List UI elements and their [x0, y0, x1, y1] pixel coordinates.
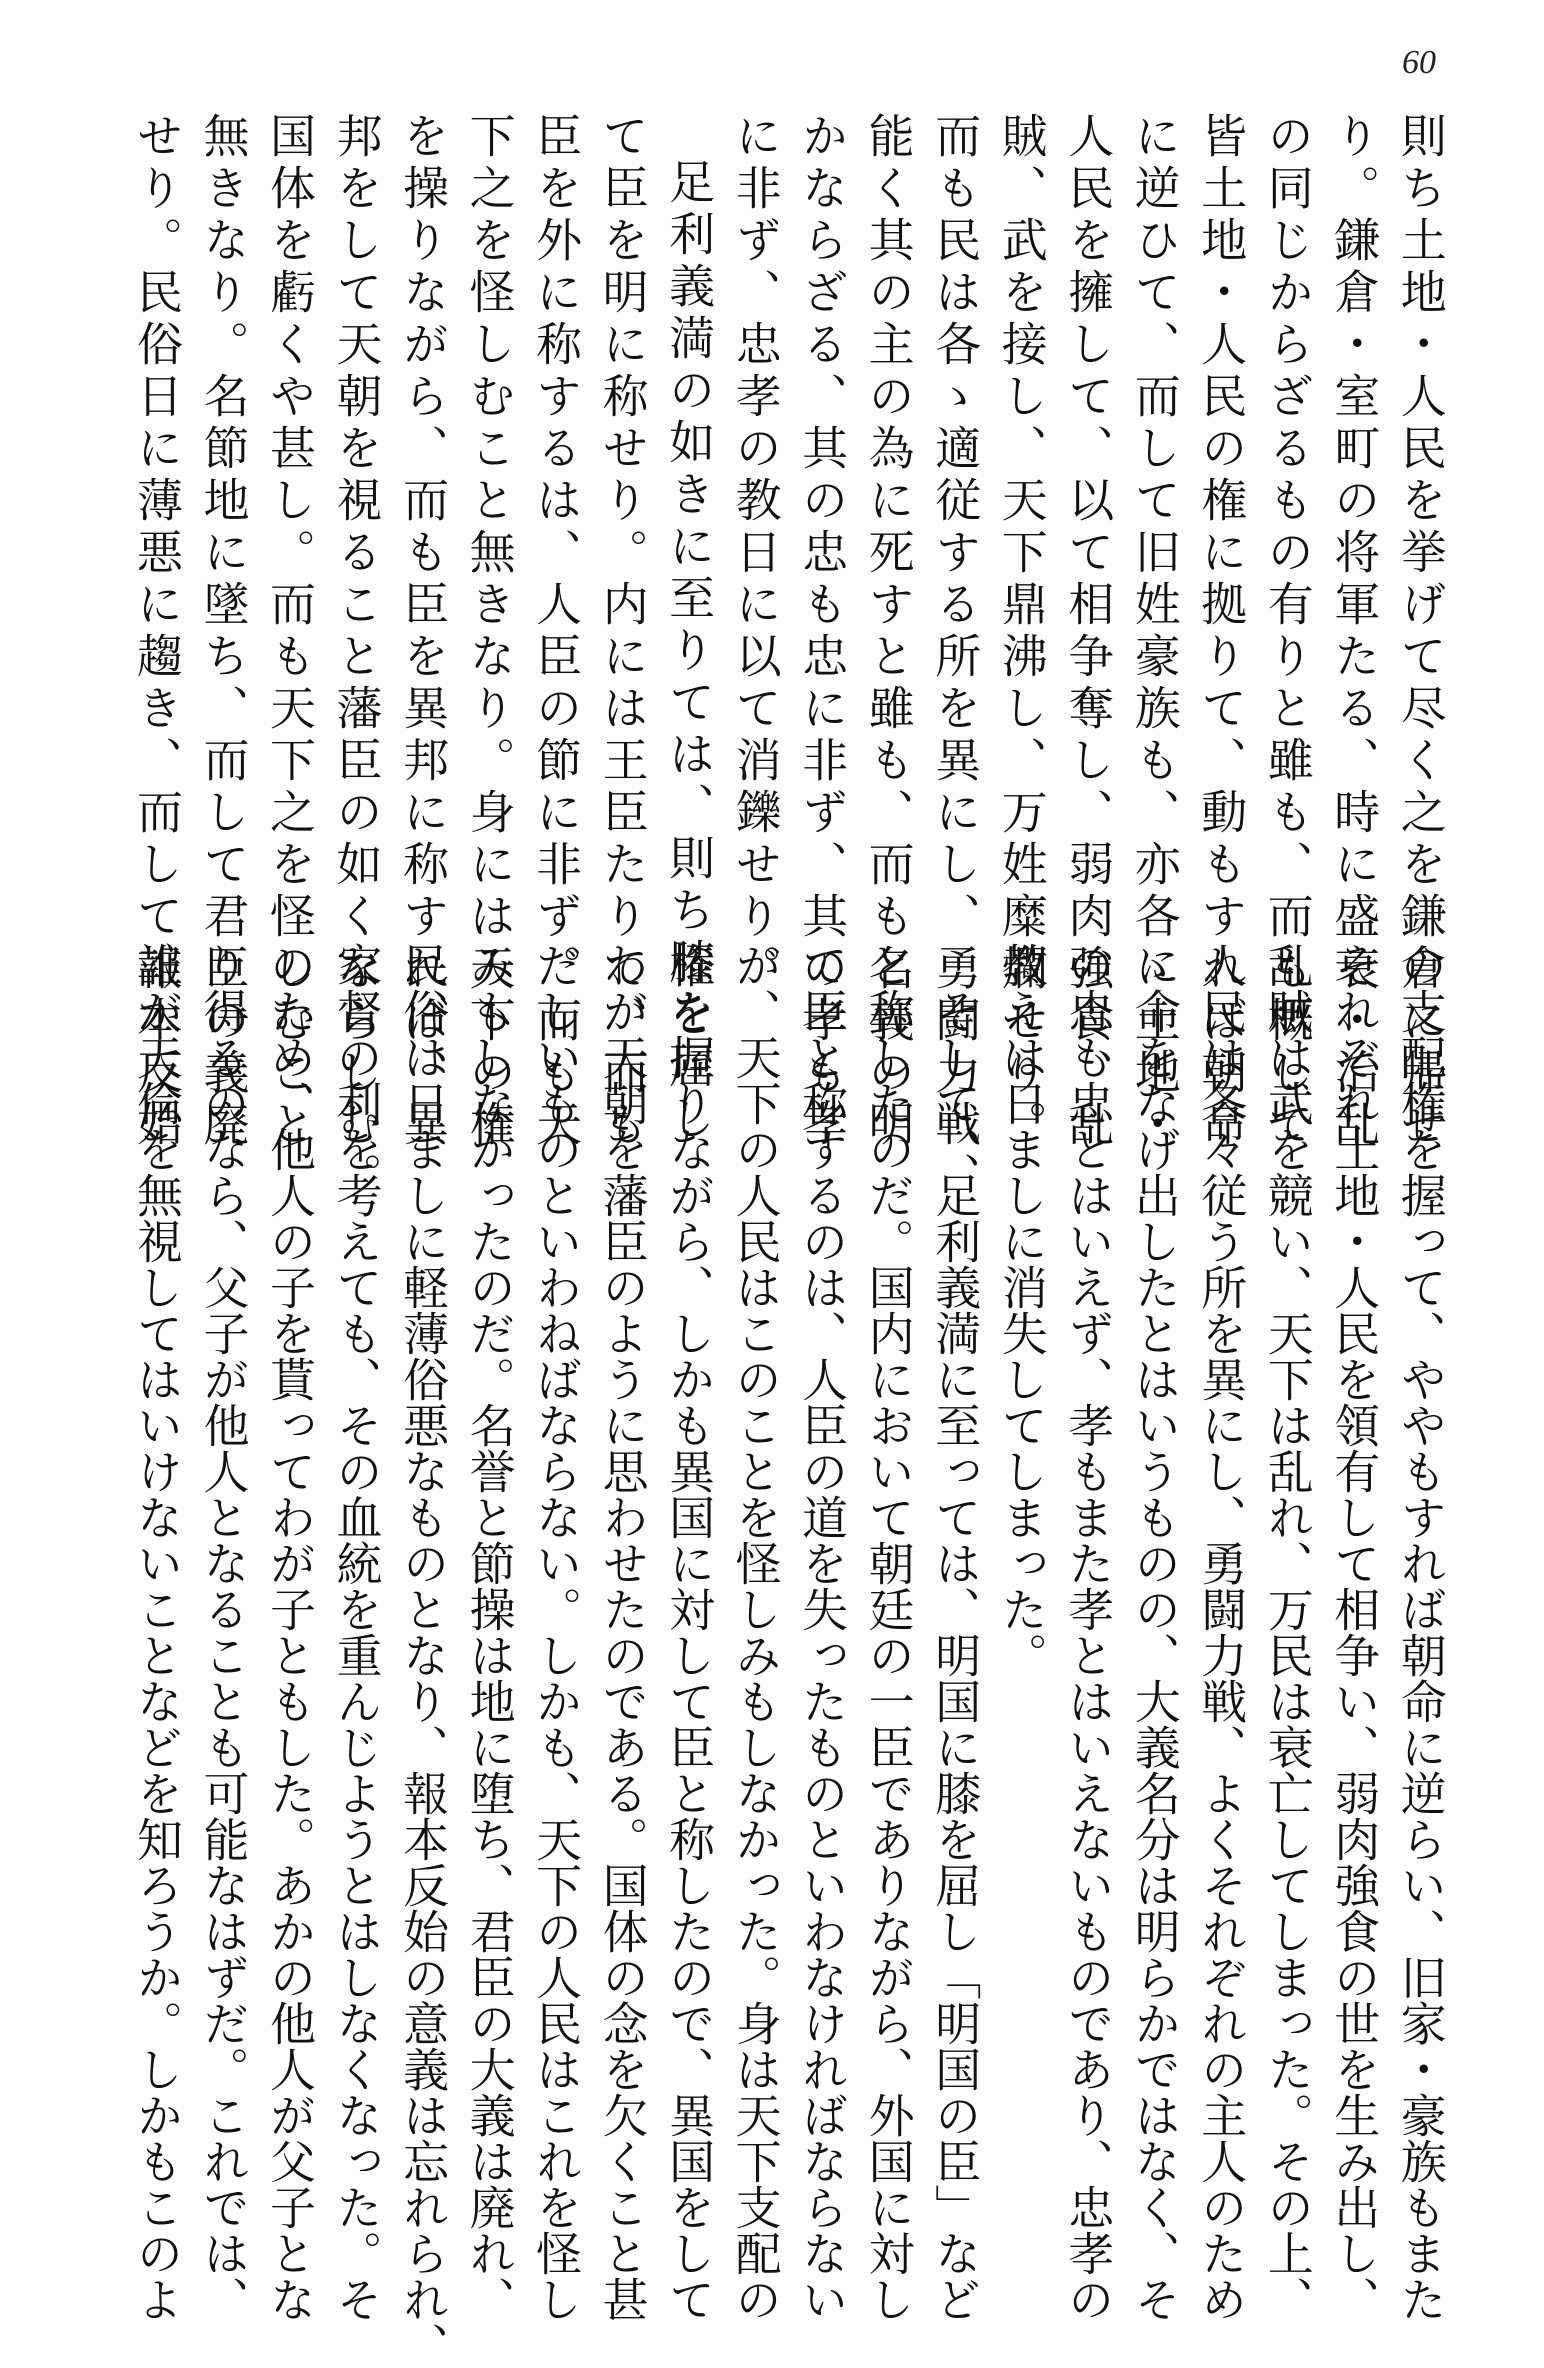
original-line: り。鎌倉・室町の将軍たる、時に盛衰・治乱 [1327, 112, 1382, 1152]
original-text-block [130, 112, 1448, 1204]
translation-line: 民俗は日ましに軽薄俗悪なものとなり、報本反始の意義は忘れられ、 [396, 942, 451, 2368]
original-line: かならざる、其の忠も忠に非ず、其の孝も孝 [795, 112, 850, 1152]
translation-line: と称したのだ。国内において朝廷の一臣でありながら、外国に対し [861, 942, 916, 2322]
original-line: 則ち土地・人民を挙げて尽く之を鎌倉に帰せ [1393, 112, 1448, 1152]
original-line: を操りながら、而も臣を異邦に称すれば、異 [396, 112, 451, 1152]
translation-line: わが天朝を藩臣のように思わせたのである。国体の念を欠くこと甚 [595, 942, 650, 2322]
translation-line: 家督の利を考えても、その血統を重んじようとはしなくなった。そ [329, 942, 384, 2322]
translation-line: それぞれ土地・人民を領有して相争い、弱肉強食の世を生み出し、 [1327, 942, 1382, 2322]
original-line: 皆土地・人民の権に拠りて、動もすれば朝命 [1194, 112, 1249, 1152]
translation-line: の支配権を握って、ややもすれば朝命に逆らい、旧家・豪族もまた [1393, 942, 1448, 2322]
translation-line: に命をなげ出したとはいうものの、大義名分は明らかではなく、そ [1127, 942, 1182, 2322]
original-line: の同じからざるもの有りと雖も、而も概して [1260, 112, 1315, 1152]
translation-line: り得るのなら、父子が他人となることも可能なはずだ。これでは、 [196, 942, 251, 2322]
translation-line: 教えは日ましに消失してしまった。 [994, 942, 1049, 1678]
original-line: 邦をして天朝を視ること藩臣の如くならしむ。 [329, 112, 384, 1204]
original-line: て臣を明に称せり。内には王臣たりて、而も [595, 112, 650, 1152]
original-line: 国体を虧くや甚し。而も天下之を怪しむこと [263, 112, 318, 1152]
original-line: に非ず、忠孝の教日に以て消鑠せり。 [728, 112, 783, 996]
translation-line: みもしなかったのだ。名誉と節操は地に堕ち、君臣の大義は廃れ、 [462, 942, 517, 2322]
original-line: せり。民俗日に薄悪に趨き、而して報本反始 [130, 112, 184, 1152]
original-line: 而も民は各ゝ適従する所を異にし、勇闘力戦、 [928, 112, 983, 1204]
original-line: 下之を怪しむこと無きなり。身には天下の権 [462, 112, 517, 1152]
translation-text-block [130, 942, 1448, 2368]
translation-line: 誰が天倫を無視してはいけないことなどを知ろうか。しかもこのよ [130, 942, 184, 2322]
translation-line: のため、他人の子を貰ってわが子ともした。あかの他人が父子とな [263, 942, 318, 2322]
translation-line: の忠も忠とはいえず、孝もまた孝とはいえないものであり、忠孝の [1061, 942, 1116, 2322]
translation-line: 乱賊は武を競い、天下は乱れ、万民は衰亡してしまった。その上、 [1260, 942, 1315, 2322]
original-line: 人民を擁して、以て相争奪し、弱肉強食、乱 [1061, 112, 1116, 1152]
translation-line: て臣と称するのは、人臣の道を失ったものといわなければならない [795, 942, 850, 2322]
page-number: 60 [1402, 44, 1436, 81]
original-line: 賊、武を接し、天下鼎沸し、万姓糜爛せり。 [994, 112, 1049, 1152]
translation-line: 人民は各々従う所を異にし、勇闘力戦、よくそれぞれの主人のため [1194, 942, 1249, 2322]
translation-line: が、天下の人民はこのことを怪しみもしなかった。身は天下支配の [728, 942, 783, 2322]
translation-line: そして、足利義満に至っては、明国に膝を屈し「明国の臣」など [928, 988, 983, 2322]
original-line: に逆ひて、而して旧姓豪族も、亦各ゝ土地・ [1127, 112, 1182, 1152]
translation-line: 権を握りながら、しかも異国に対して臣と称したので、異国をして [662, 942, 717, 2322]
translation-line: だしいものといわねばならない。しかも、天下の人民はこれを怪し [529, 942, 584, 2322]
original-line: 足利義満の如きに至りては、則ち膝を屈し [662, 158, 717, 1146]
original-line: 無きなり。名節地に墜ち、而して君臣の義廃 [196, 112, 251, 1152]
original-line: 能く其の主の為に死すと雖も、而も名義の明 [861, 112, 916, 1152]
original-line: 臣を外に称するは、人臣の節に非ず。而も天 [529, 112, 584, 1152]
